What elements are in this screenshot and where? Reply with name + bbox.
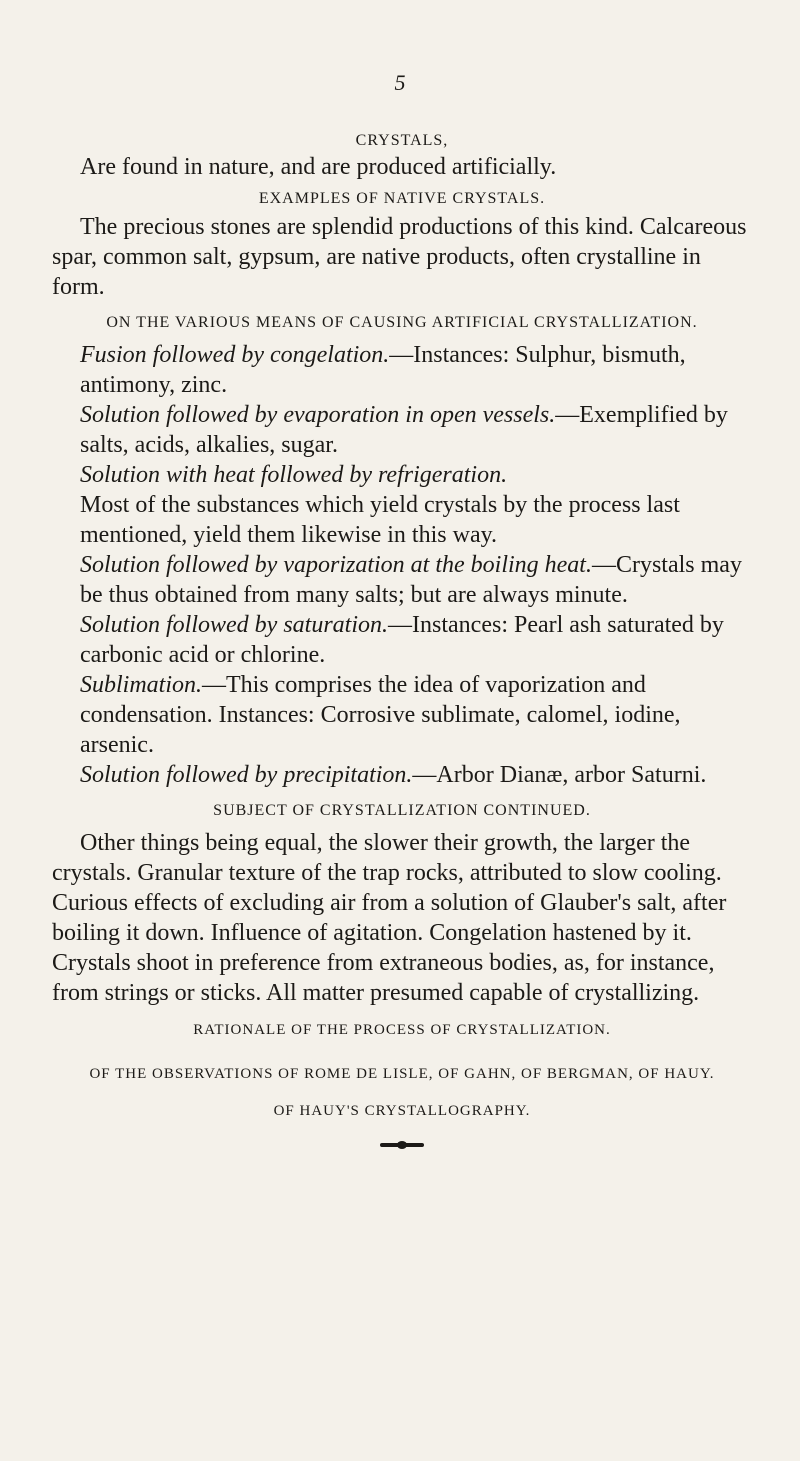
paragraph-subject-continued: Other things being equal, the slower their growth, the larger the crystals. Granular texture of the trap rocks, attributed to slow cooling. Curious effects of excluding air from a solution of Glauber's salt, after boiling it down. Influence of agitation. Congelation hastened by it. Crystals shoot in preference from extraneous bodies, as, for instance, from strings or sticks. All matter presumed capable of crystallizing.	[52, 830, 727, 1006]
heading-native-crystals: EXAMPLES OF NATIVE CRYSTALS.	[258, 190, 546, 207]
ornament-divider	[52, 1134, 752, 1152]
heading-crystals: CRYSTALS,	[355, 132, 449, 149]
entry-vaporization-lead: Solution followed by vaporization at the boiling heat.	[80, 552, 592, 578]
entry-fusion	[52, 340, 752, 400]
entry-evaporation-text: —Exemplified by salts, acids, alkalies, sugar.	[80, 402, 728, 458]
paragraph-native-text: The precious stones are splendid productions of this kind. Calcareous spar, common salt, gypsum, are native products, often crystalline in form.	[52, 214, 747, 300]
page-number: 5	[394, 70, 406, 95]
entry-fusion-lead: Fusion followed by congelation.	[80, 342, 390, 368]
entry-refrigeration-lead: Solution with heat followed by refrigeration.	[80, 462, 508, 488]
entry-saturation-text: —Instances: Pearl ash saturated by carbonic acid or chlorine.	[80, 612, 724, 668]
heading-hauy-crystallography: OF HAUY'S CRYSTALLOGRAPHY.	[273, 1103, 531, 1119]
entry-saturation	[52, 610, 752, 670]
entry-vaporization-text: —Crystals may be thus obtained from many salts; but are always minute.	[80, 552, 742, 608]
heading-observations: OF THE OBSERVATIONS OF ROME DE LISLE, OF GAHN, OF BERGMAN, OF HAUY.	[89, 1066, 715, 1082]
entry-precipitation-lead: Solution followed by precipitation.	[80, 762, 413, 788]
entry-vaporization	[52, 550, 752, 610]
entry-sublimation-lead: Sublimation.	[80, 672, 203, 698]
entry-fusion-text: —Instances: Sulphur, bismuth, antimony, zinc.	[80, 342, 686, 398]
heading-subject-continued: SUBJECT OF CRYSTALLIZATION CONTINUED.	[213, 802, 591, 819]
entry-precipitation-text: —Arbor Dianæ, arbor Saturni.	[412, 762, 707, 788]
paragraph-crystals: Are found in nature, and are produced artificially.	[80, 154, 557, 180]
entry-refrigeration	[52, 460, 752, 490]
paragraph-native-crystals	[52, 212, 752, 302]
means-list	[52, 340, 752, 790]
entry-evaporation-lead: Solution followed by evaporation in open vessels.	[80, 402, 556, 428]
entry-sublimation	[52, 670, 752, 760]
entry-process-note	[52, 490, 752, 550]
entry-sublimation-text: —This comprises the idea of vaporization and condensation. Instances: Corrosive sublimate, calomel, iodine, arsenic.	[80, 672, 681, 758]
entry-evaporation	[52, 400, 752, 460]
entry-precipitation	[52, 760, 752, 790]
entry-process-text: Most of the substances which yield crystals by the process last mentioned, yield them likewise in this way.	[80, 492, 680, 548]
entry-saturation-lead: Solution followed by saturation.	[80, 612, 389, 638]
heading-artificial-means: ON THE VARIOUS MEANS OF CAUSING ARTIFICIAL CRYSTALLIZATION.	[106, 314, 698, 331]
page-content	[52, 132, 752, 1152]
heading-rationale: RATIONALE OF THE PROCESS OF CRYSTALLIZATION.	[193, 1022, 611, 1038]
